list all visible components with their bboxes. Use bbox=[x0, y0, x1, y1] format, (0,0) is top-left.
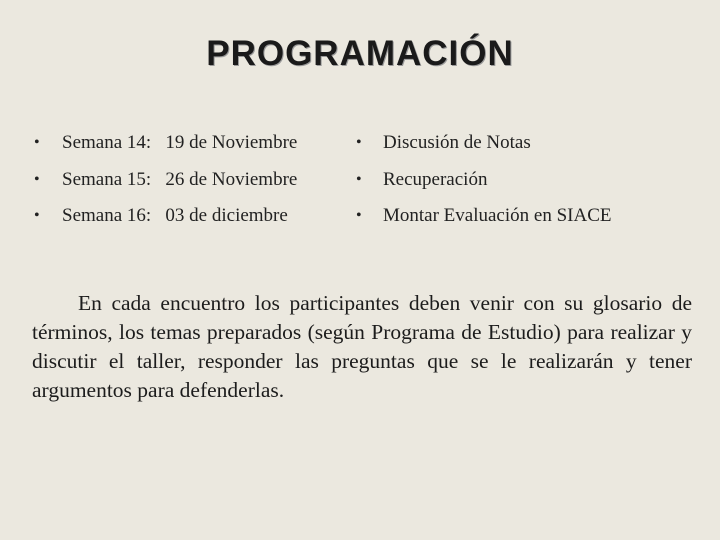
schedule-row bbox=[0, 201, 720, 231]
schedule-row bbox=[0, 165, 720, 195]
schedule-list bbox=[0, 0, 720, 240]
activity-label: Recuperación bbox=[383, 169, 488, 190]
bullet-icon: • bbox=[356, 207, 362, 224]
activity-label: Discusión de Notas bbox=[383, 132, 531, 153]
week-label: Semana 15: 26 de Noviembre bbox=[62, 169, 298, 190]
bullet-icon: • bbox=[34, 171, 40, 188]
schedule-row bbox=[0, 128, 720, 158]
bullet-icon: • bbox=[34, 207, 40, 224]
week-label: Semana 14: 19 de Noviembre bbox=[62, 132, 298, 153]
week-label: Semana 16: 03 de diciembre bbox=[62, 205, 288, 226]
bullet-icon: • bbox=[356, 134, 362, 151]
activity-label: Montar Evaluación en SIACE bbox=[383, 205, 612, 226]
bullet-icon: • bbox=[356, 171, 362, 188]
page-title: PROGRAMACIÓN bbox=[206, 34, 514, 73]
body-paragraph: En cada encuentro los participantes deben venir con su glosario de términos, los temas preparados (según Programa de Estudio) para realizar y discutir el taller, responder las preguntas que se le realizarán y tener argumentos para defenderlas. bbox=[32, 291, 692, 402]
bullet-icon: • bbox=[34, 134, 40, 151]
